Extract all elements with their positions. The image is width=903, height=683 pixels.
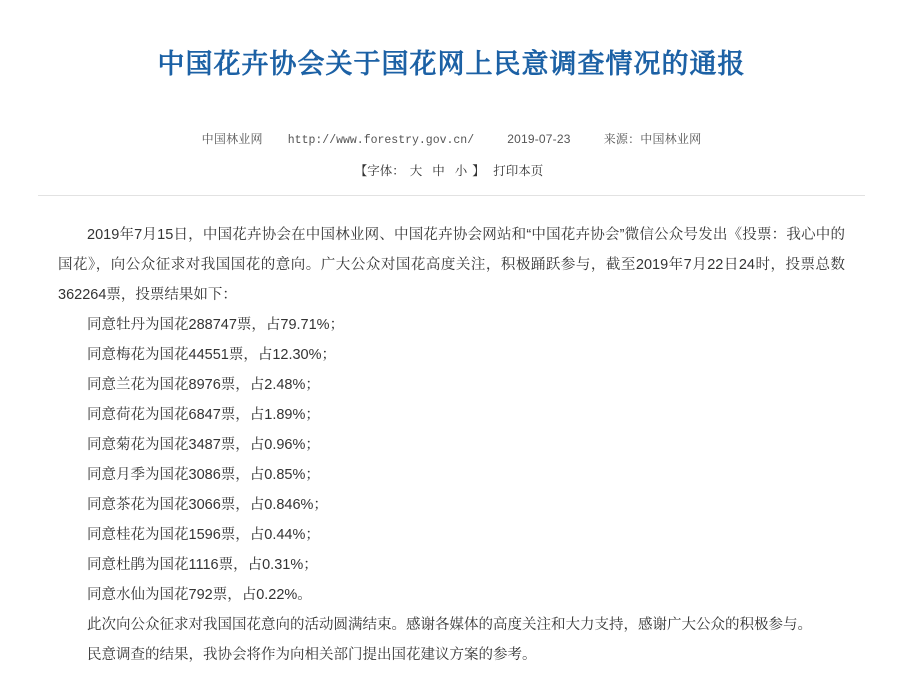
- page-title: 中国花卉协会关于国花网上民意调查情况的通报: [157, 49, 746, 80]
- meta-date: 2019-07-23: [507, 131, 571, 146]
- vote-item: 同意菊花为国花3487票，占0.96%；: [87, 436, 320, 453]
- article-body: [30, 196, 873, 670]
- article-meta: [30, 112, 873, 147]
- fontsize-label: 【字体：: [354, 163, 405, 178]
- vote-item: 同意茶花为国花3066票，占0.846%；: [87, 496, 328, 513]
- article-tools: [30, 147, 873, 179]
- fontsize-medium-button[interactable]: 中: [432, 163, 445, 178]
- meta-source: 来源：中国林业网: [603, 131, 702, 146]
- article-page: [0, 18, 903, 683]
- body-closing-1: 此次向公众征求对我国国花意向的活动圆满结束。感谢各媒体的高度关注和大力支持，感谢广大公众的积极参与。: [87, 616, 812, 633]
- vote-item: 同意牡丹为国花288747票，占79.71%；: [87, 316, 345, 333]
- vote-item: 同意杜鹃为国花1116票，占0.31%；: [87, 556, 318, 573]
- meta-site: 中国林业网: [201, 131, 263, 146]
- vote-item: 同意兰花为国花8976票，占2.48%；: [87, 376, 320, 393]
- vote-item: 同意月季为国花3086票，占0.85%；: [87, 466, 320, 483]
- fontsize-bracket-close: 】: [472, 163, 485, 178]
- vote-item: 同意梅花为国花44551票，占12.30%；: [87, 346, 336, 363]
- body-intro: 2019年7月15日，中国花卉协会在中国林业网、中国花卉协会网站和“中国花卉协会”微信公众号发出《投票：我心中的国花》，向公众征求对我国国花的意向。广大公众对国花高度关注，积极踊跃参与，截至2019年7月22日24时，投票总数362264票，投票结果如下：: [58, 226, 845, 303]
- fontsize-small-button[interactable]: 小: [454, 163, 468, 178]
- fontsize-large-button[interactable]: 大: [409, 163, 423, 178]
- vote-item: 同意水仙为国花792票，占0.22%。: [87, 586, 312, 603]
- vote-item: 同意荷花为国花6847票，占1.89%；: [87, 406, 320, 423]
- body-closing-2: 民意调查的结果，我协会将作为向相关部门提出国花建议方案的参考。: [87, 646, 537, 663]
- print-page-link[interactable]: 打印本页: [493, 163, 544, 178]
- meta-url: http://www.forestry.gov.cn/: [287, 133, 475, 147]
- vote-item: 同意桂花为国花1596票，占0.44%；: [87, 526, 320, 543]
